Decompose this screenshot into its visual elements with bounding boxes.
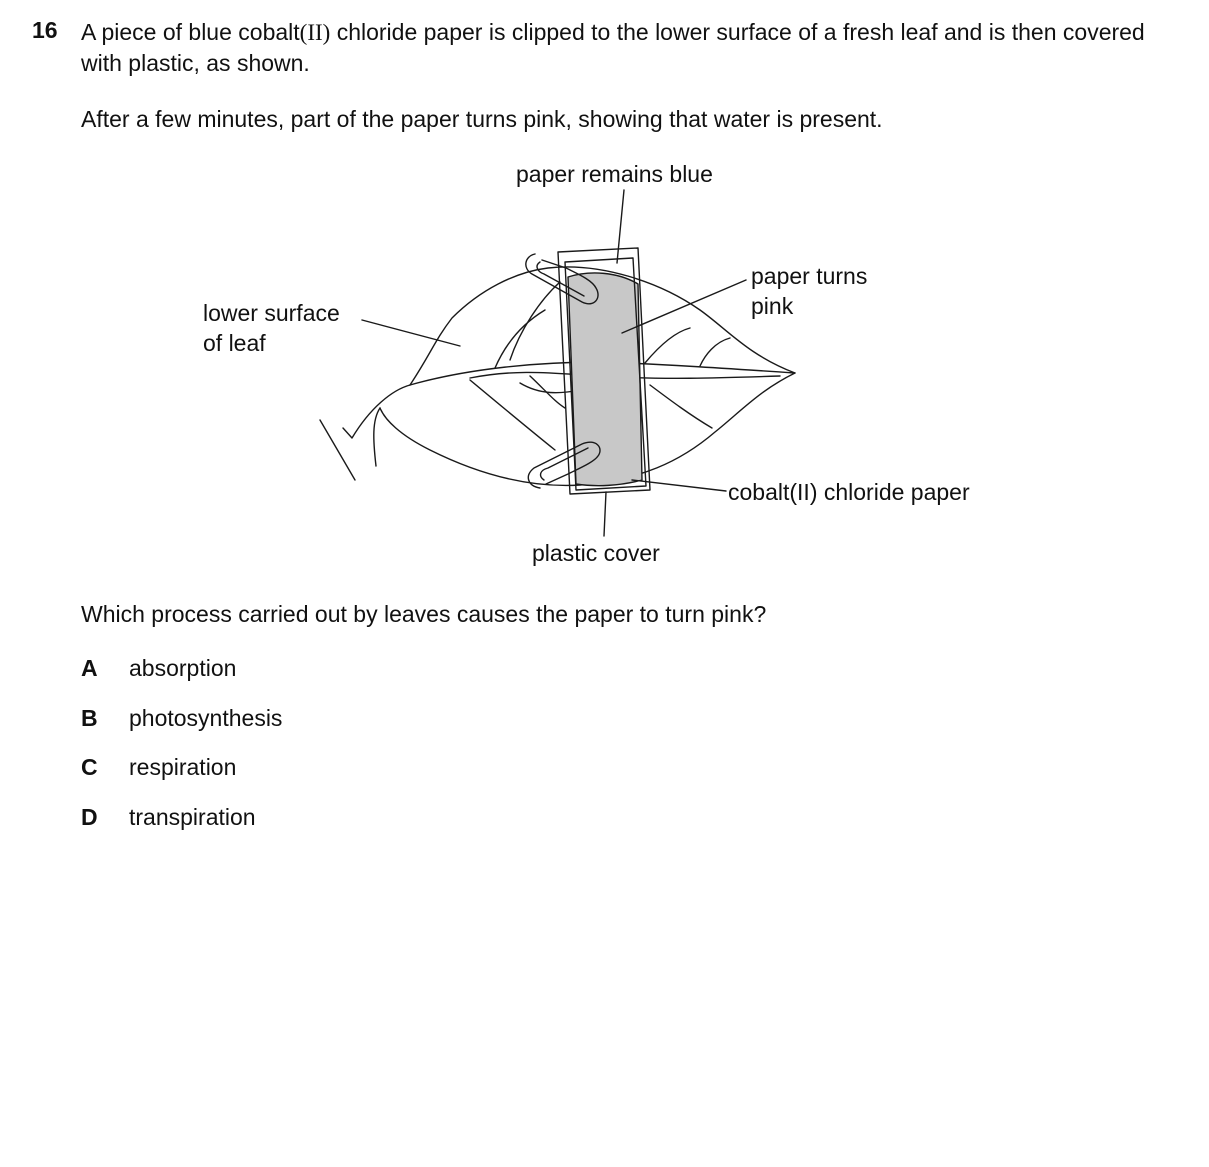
observation-text: After a few minutes, part of the paper turns pink, showing that water is present.: [81, 106, 883, 132]
option-b[interactable]: [81, 703, 282, 753]
label-plastic-cover: plastic cover: [532, 540, 660, 566]
stem-text-part1: A piece of blue cobalt: [81, 19, 300, 45]
answer-options: [81, 653, 282, 851]
option-text: photosynthesis: [129, 704, 283, 731]
leader-plastic-cover: [604, 492, 606, 536]
stalk-cut-mark: [320, 420, 355, 480]
option-text: absorption: [129, 655, 237, 681]
leaf-vein: [645, 328, 690, 363]
label-lower-surface-line2: of leaf: [203, 330, 266, 356]
leader-paper-remains-blue: [617, 190, 624, 263]
leaf-experiment-diagram: [0, 150, 1209, 580]
leaf-vein: [495, 310, 545, 368]
option-text: respiration: [129, 754, 237, 780]
question-number: 16: [32, 17, 58, 43]
pink-paper-region: [568, 273, 642, 486]
leaf-vein: [650, 385, 712, 428]
leaf-diagram-svg: [0, 150, 1209, 580]
option-a[interactable]: [81, 653, 282, 703]
leader-lower-surface: [362, 320, 460, 346]
option-letter: A: [81, 655, 98, 681]
leaf-stalk-lower: [374, 408, 380, 466]
label-paper-remains-blue: paper remains blue: [516, 161, 713, 187]
label-paper-turns-pink-line1: paper turns: [751, 263, 868, 289]
label-lower-surface-line1: lower surface: [203, 300, 340, 326]
question-stem: [81, 17, 1191, 78]
option-text: transpiration: [129, 803, 256, 830]
option-letter: B: [81, 704, 98, 731]
option-c[interactable]: [81, 752, 282, 802]
leaf-vein: [470, 380, 555, 450]
leaf-vein: [510, 282, 560, 360]
stem-text-part2: chloride paper is clipped to the lower surface of a fresh leaf and is then covered with plastic, as shown.: [81, 19, 1145, 76]
label-cobalt-chloride-paper: cobalt(II) chloride paper: [728, 479, 970, 505]
option-d[interactable]: [81, 802, 282, 852]
label-paper-turns-pink-line2: pink: [751, 293, 794, 319]
leaf-stalk: [343, 385, 410, 438]
option-letter: D: [81, 803, 98, 830]
stem-roman-numeral: (II): [299, 20, 331, 45]
option-letter: C: [81, 754, 98, 780]
question-prompt: Which process carried out by leaves causes the paper to turn pink?: [81, 601, 767, 627]
leaf-vein: [700, 338, 730, 366]
